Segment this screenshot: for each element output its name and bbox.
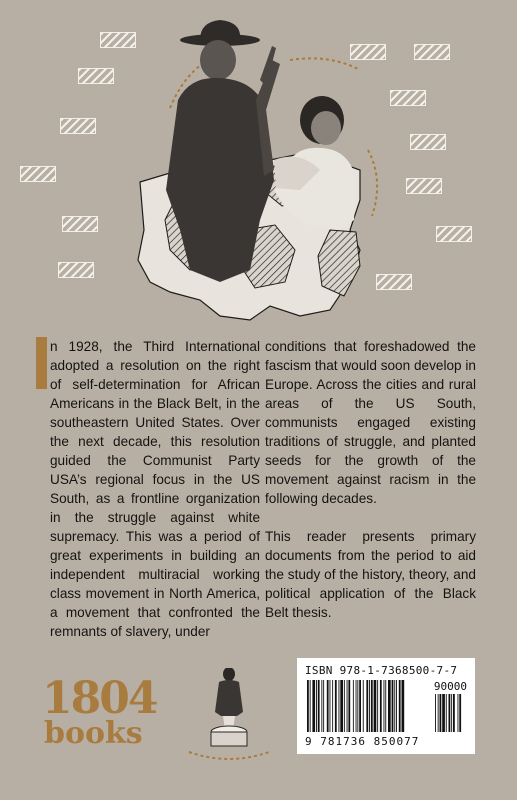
paragraph-text: n 1928, the Third International adopted a resolution on the right of self-determination for African Americans in the Black Belt, in the southeastern United States. Over the next decade, this resolution guided the Communist Party USA’s regional focus in the US South, as a frontline organization in the struggle against white supremacy. This was a period of great experiments in building an independent multiracial working class movement in North America, a movement that confronted the remnants of slavery, under [50, 339, 260, 639]
barcode-bar [330, 680, 331, 732]
barcode-bar [357, 680, 358, 732]
barcode-bar [366, 680, 368, 732]
barcode-bar [396, 680, 397, 732]
barcode-bar [385, 680, 386, 732]
description-paragraph: conditions that foreshadowed the fascism that would soon develop in Europe. Across the cities and rural areas of the US South, communists engaged existing traditions of struggle, and planted seeds for the growth of the movement against racism in the following decades. [265, 339, 476, 506]
barcode-addon-bar [440, 694, 442, 732]
barcode-bar [307, 680, 309, 732]
barcode-bar [310, 680, 311, 732]
barcode-bar [353, 680, 354, 732]
barcode-bar [374, 680, 377, 732]
barcode-bar [388, 680, 391, 732]
barcode-addon-bar [442, 694, 445, 732]
barcode-bar [402, 680, 405, 732]
barcode-bar [394, 680, 395, 732]
collage-artwork [60, 20, 480, 340]
barcode-addon-bar [453, 694, 455, 732]
description-column-left [50, 337, 260, 660]
barcode-bar [321, 680, 322, 732]
barcode-bar [316, 680, 317, 732]
barcode-bar [380, 680, 382, 732]
barcode-bar [327, 680, 329, 732]
description-paragraph [50, 337, 260, 641]
barcode-addon-bar [451, 694, 452, 732]
dropcap-letter [36, 337, 47, 356]
barcode-bar [348, 680, 350, 732]
isbn-text: ISBN 978-1-7368500-7-7 [305, 664, 458, 677]
barcode-addon-bar [446, 694, 447, 732]
description-column-right [265, 337, 476, 641]
barcode-bar [359, 680, 361, 732]
barcode-addon-bar [435, 694, 436, 732]
barcode-bar [371, 680, 373, 732]
barcode-addon: 90000 [433, 680, 467, 693]
logo-year: 1804 [42, 673, 157, 724]
publisher-logo [42, 673, 162, 756]
barcode-bar [339, 680, 340, 732]
barcode [297, 658, 475, 754]
barcode-bar [347, 680, 348, 732]
barcode-bar [332, 680, 333, 732]
barcode-bar [335, 680, 337, 732]
cover-illustration [60, 20, 480, 340]
hatch-block [20, 166, 56, 182]
barcode-bar [369, 680, 370, 732]
barcode-bar [323, 680, 324, 732]
barcode-bar [312, 680, 315, 732]
barcode-bar [384, 680, 385, 732]
barcode-bar [344, 680, 345, 732]
barcode-bar [318, 680, 320, 732]
description-paragraph: This reader presents primary documents from the period to aid the study of the history, theory, and political application of the Black Belt thesis. [265, 529, 476, 620]
barcode-bar [363, 680, 364, 732]
barcode-addon-bar [458, 694, 459, 732]
barcode-addon-bar [449, 694, 451, 732]
barcode-bar [356, 680, 357, 732]
logo-word: books [44, 716, 143, 751]
barcode-number: 9 781736 850077 [305, 735, 420, 748]
barcode-bar [399, 680, 401, 732]
barcode-bar [377, 680, 378, 732]
barcode-addon-bar [459, 694, 461, 732]
figure-illustration [183, 668, 275, 768]
barcode-addon-bar [438, 694, 439, 732]
description [36, 337, 480, 639]
barcode-bar [340, 680, 343, 732]
barcode-bar [392, 680, 394, 732]
